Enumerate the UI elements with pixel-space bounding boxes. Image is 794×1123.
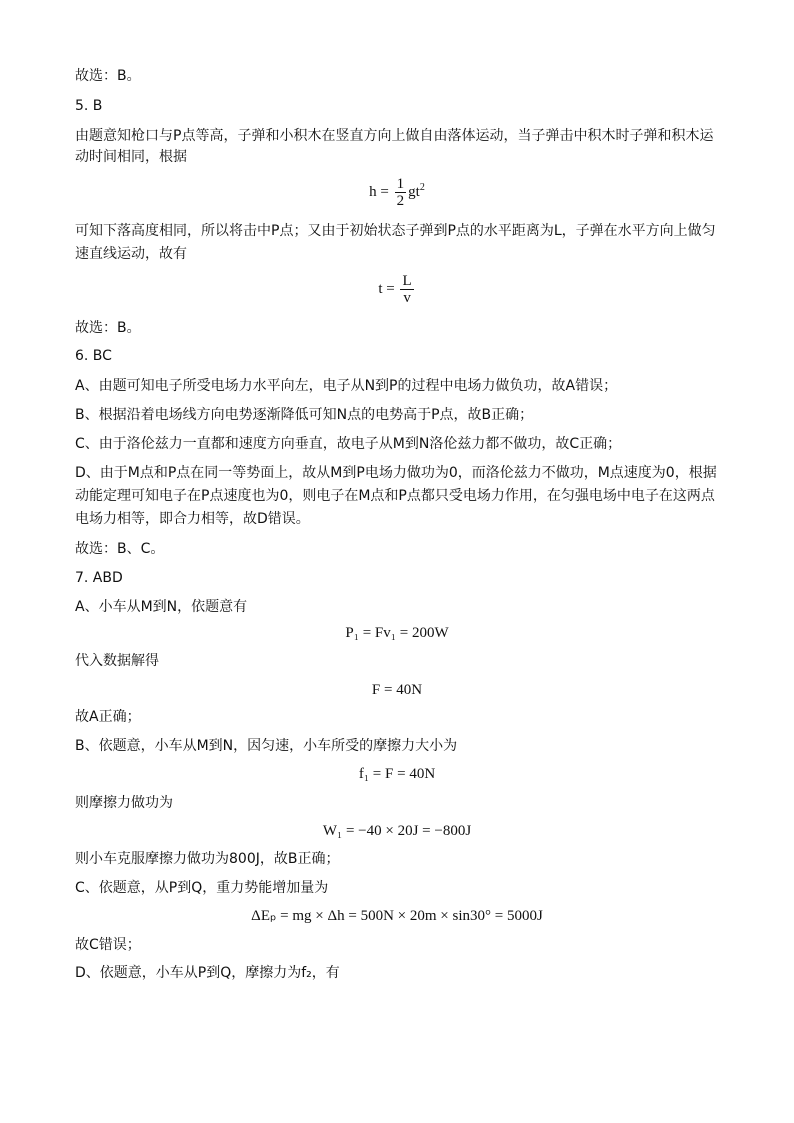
equation-h xyxy=(0,176,794,209)
fraction-numerator: L xyxy=(402,273,412,289)
question-number: 5. B xyxy=(75,98,103,114)
text-line: C、由于洛伦兹力一直都和速度方向垂直，故电子从M到N洛伦兹力都不做功，故C正确； xyxy=(75,436,622,452)
text-line: A、由题可知电子所受电场力水平向左，电子从N到P的过程中电场力做负功，故A错误； xyxy=(75,378,618,394)
text-line: 由题意知枪口与P点等高，子弹和小积木在竖直方向上做自由落体运动，当子弹击中积木时子弹和积木运 xyxy=(75,128,714,144)
text-line: 故选：B。 xyxy=(75,320,141,336)
text-line: 速直线运动，故有 xyxy=(75,246,187,262)
equation-f: F = 40N xyxy=(371,682,423,698)
fraction-denominator: 2 xyxy=(396,193,405,209)
text-line: 动时间相同，根据 xyxy=(75,149,187,165)
question-number: 6. BC xyxy=(75,348,112,364)
text-line: B、根据沿着电场线方向电势逐渐降低可知N点的电势高于P点，故B正确； xyxy=(75,407,534,423)
text-line: A、小车从M到N，依题意有 xyxy=(75,599,248,615)
fraction-denominator: v xyxy=(403,290,411,306)
text-line: B、依题意，小车从M到N，因匀速，小车所受的摩擦力大小为 xyxy=(75,738,458,754)
equation-w1: W₁ = −40 × 20J = −800J xyxy=(322,823,472,839)
text-line: 则摩擦力做功为 xyxy=(75,795,173,811)
equation-f1: f₁ = F = 40N xyxy=(358,766,436,782)
equation-p1: P₁ = Fv₁ = 200W xyxy=(345,625,449,641)
text-line: 故A正确； xyxy=(75,709,141,725)
question-number: 7. ABD xyxy=(75,570,123,586)
text-line: 电场力相等，即合力相等，故D错误。 xyxy=(75,511,310,527)
fraction-numerator: 1 xyxy=(396,176,405,192)
text-line: 故选：B。 xyxy=(75,68,141,84)
text-line: C、依题意，从P到Q，重力势能增加量为 xyxy=(75,880,329,896)
text-line: 故选：B、C。 xyxy=(75,541,165,557)
text-line: 则小车克服摩擦力做功为800J，故B正确； xyxy=(75,851,340,867)
text-line: 故C错误； xyxy=(75,937,141,953)
equation-part: gt xyxy=(408,183,420,200)
text-line: D、由于M点和P点在同一等势面上，故从M到P电场力做功为0，而洛伦兹力不做功，M点速度为0，根据 xyxy=(75,465,717,481)
fraction xyxy=(395,176,407,209)
text-line: 可知下落高度相同，所以将击中P点；又由于初始状态子弹到P点的水平距离为L，子弹在水平方向上做匀 xyxy=(75,223,716,239)
equation-part: t = xyxy=(378,280,395,297)
equation-part: h = xyxy=(369,183,389,200)
text-line: 代入数据解得 xyxy=(75,653,159,669)
exponent: 2 xyxy=(419,181,425,193)
equation-t xyxy=(0,273,794,306)
text-line: 动能定理可知电子在P点速度也为0，则电子在M点和P点都只受电场力作用，在匀强电场中电子在这两点 xyxy=(75,488,715,504)
equation-ep: ΔEₚ = mg × Δh = 500N × 20m × sin⁡30° = 5000J xyxy=(251,908,543,924)
text-line: D、依题意，小车从P到Q，摩擦力为f₂，有 xyxy=(75,965,340,981)
fraction xyxy=(400,273,413,306)
